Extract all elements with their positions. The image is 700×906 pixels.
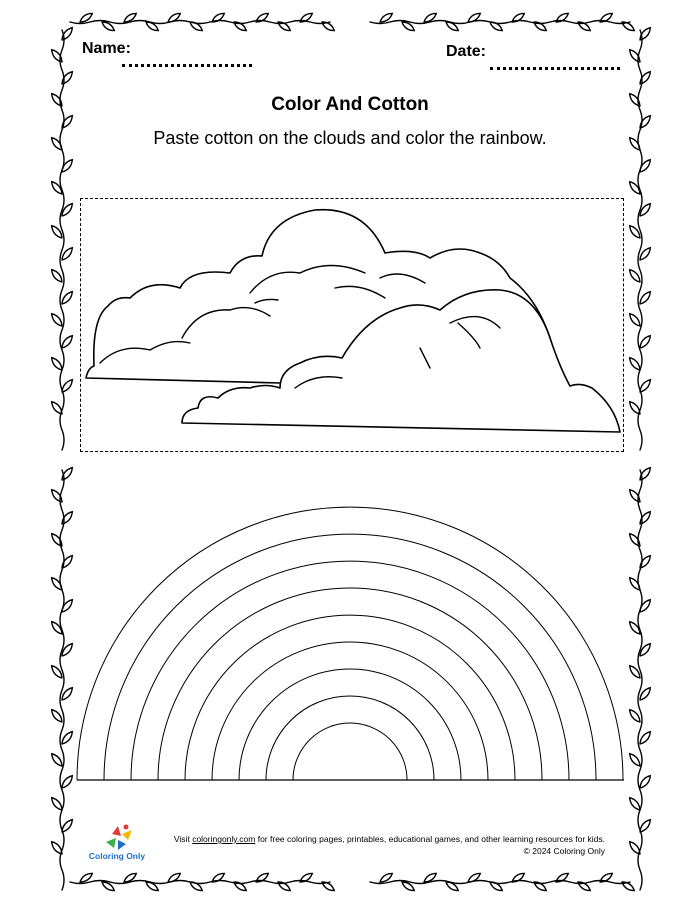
vine-stroke <box>380 13 392 22</box>
rainbow-band-arc <box>266 696 434 780</box>
vine-stroke <box>640 380 650 392</box>
vine-stroke <box>80 13 92 22</box>
vine-stroke <box>630 710 640 722</box>
vine-stroke <box>640 820 650 832</box>
vine-stroke <box>52 314 62 326</box>
vine-stroke <box>630 402 640 414</box>
vine-stroke <box>52 270 62 282</box>
vine-stroke <box>640 292 650 304</box>
site-link[interactable]: coloringonly.com <box>192 834 256 844</box>
vine-stroke <box>62 380 72 392</box>
name-label: Name: <box>82 40 131 57</box>
vine-stroke <box>630 314 640 326</box>
vine-stroke <box>640 776 650 788</box>
rainbow-band-arc <box>77 507 623 780</box>
vine-stroke <box>62 820 72 832</box>
vine-stroke <box>630 270 640 282</box>
vine-stroke <box>630 358 640 370</box>
vine-stroke <box>62 248 72 260</box>
rainbow-band-arc <box>104 534 596 780</box>
vine-stroke <box>80 873 92 882</box>
vine-stroke <box>640 688 650 700</box>
rainbow-band-arc <box>293 723 407 780</box>
rainbow-band-arc <box>239 669 461 780</box>
instruction-text: Paste cotton on the clouds and color the rainbow. <box>153 128 547 148</box>
date-line[interactable] <box>490 67 620 70</box>
vine-stroke <box>52 842 62 854</box>
footer-visit-prefix: Visit <box>173 834 190 844</box>
vine-stroke <box>640 732 650 744</box>
vine-stroke <box>62 336 72 348</box>
vine-stroke <box>52 754 62 766</box>
name-line[interactable] <box>122 64 252 67</box>
vine-stroke <box>630 754 640 766</box>
vine-stroke <box>380 873 392 882</box>
vine-stroke <box>640 248 650 260</box>
logo-text: Coloring Only <box>88 851 146 861</box>
vine-stroke <box>630 798 640 810</box>
vine-stroke <box>52 358 62 370</box>
vine-stroke <box>52 402 62 414</box>
page-title: Color And Cotton <box>271 94 429 115</box>
vine-stroke <box>640 336 650 348</box>
rainbow-band-arc <box>131 561 569 780</box>
rainbow-band-arc <box>185 615 515 780</box>
copyright-text: © 2024 Coloring Only <box>523 846 605 856</box>
vine-stroke <box>62 292 72 304</box>
vine-stroke <box>52 710 62 722</box>
footer-visit-suffix: for free coloring pages, printables, educational games, and other learning resources for kids. <box>257 834 605 844</box>
vine-stroke <box>630 842 640 854</box>
rainbow-band-arc <box>212 642 488 780</box>
vine-stroke <box>52 798 62 810</box>
date-label: Date: <box>446 43 487 60</box>
rainbow-outline <box>70 490 630 790</box>
footer-notice <box>155 833 605 857</box>
clouds-illustration <box>80 198 624 452</box>
